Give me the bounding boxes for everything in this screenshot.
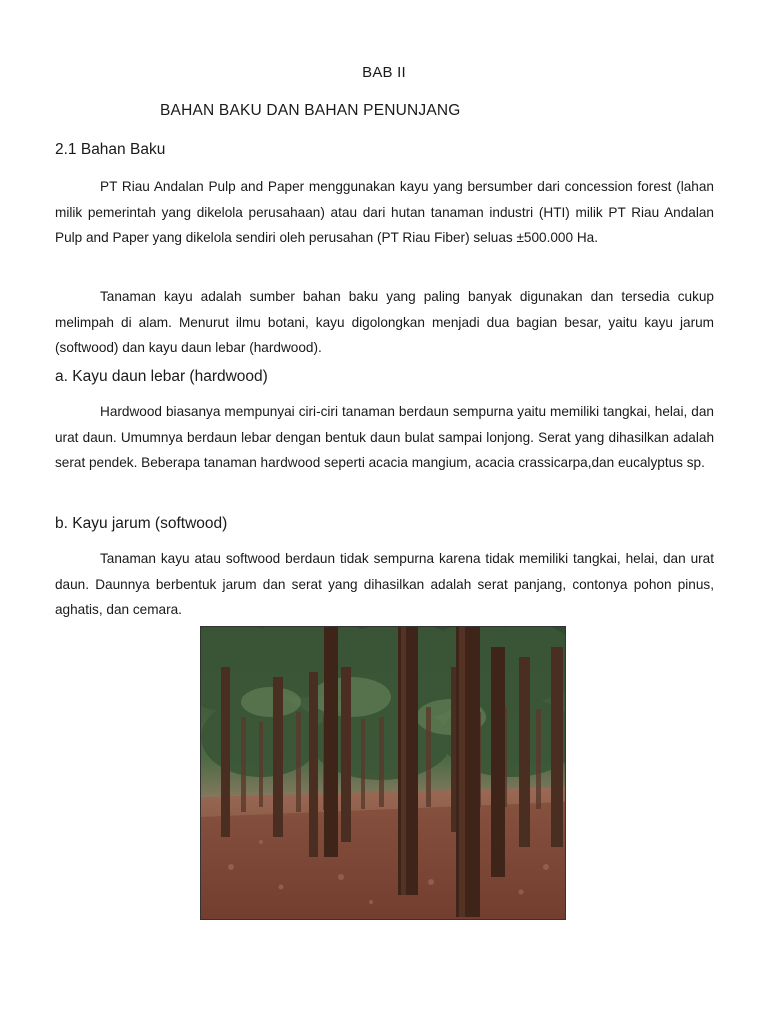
forest-photo-illustration: [201, 627, 565, 919]
paragraph-softwood: Tanaman kayu atau softwood berdaun tidak sempurna karena tidak memiliki tangkai, helai, dan urat daun. Daunnya berbentuk jarum dan serat yang dihasilkan adalah serat panjang, contonya pohon pinus, aghatis, dan cemara.: [55, 551, 714, 617]
chapter-heading: BAB II: [362, 64, 406, 81]
paragraph-hardwood: Hardwood biasanya mempunyai ciri-ciri tanaman berdaun sempurna yaitu memiliki tangkai, helai, dan urat daun. Umumnya berdaun lebar dengan bentuk daun bulat sampai lonjong. Serat yang dihasilkan adalah serat pendek. Beberapa tanaman hardwood seperti acacia mangium, acacia crassicarpa,dan eucalyptus sp.: [55, 404, 714, 470]
paragraph-raw-material-source: PT Riau Andalan Pulp and Paper menggunakan kayu yang bersumber dari concession forest (lahan milik pemerintah yang dikelola perusahaan) atau dari hutan tanaman industri (HTI) milik PT Riau Andalan Pulp and Paper yang dikelola sendiri oleh perusahan (PT Riau Fiber) seluas ±500.000 Ha.: [55, 179, 714, 245]
section-heading-softwood: b. Kayu jarum (softwood): [55, 515, 228, 532]
page-title: BAHAN BAKU DAN BAHAN PENUNJANG: [160, 102, 461, 119]
section-heading-2-1: 2.1 Bahan Baku: [55, 141, 166, 158]
forest-photo: [200, 626, 566, 920]
paragraph-wood-classification: Tanaman kayu adalah sumber bahan baku yang paling banyak digunakan dan tersedia cukup melimpah di alam. Menurut ilmu botani, kayu digolongkan menjadi dua bagian besar, yaitu kayu jarum (softwood) dan kayu daun lebar (hardwood).: [55, 289, 714, 355]
section-heading-hardwood: a. Kayu daun lebar (hardwood): [55, 368, 268, 385]
